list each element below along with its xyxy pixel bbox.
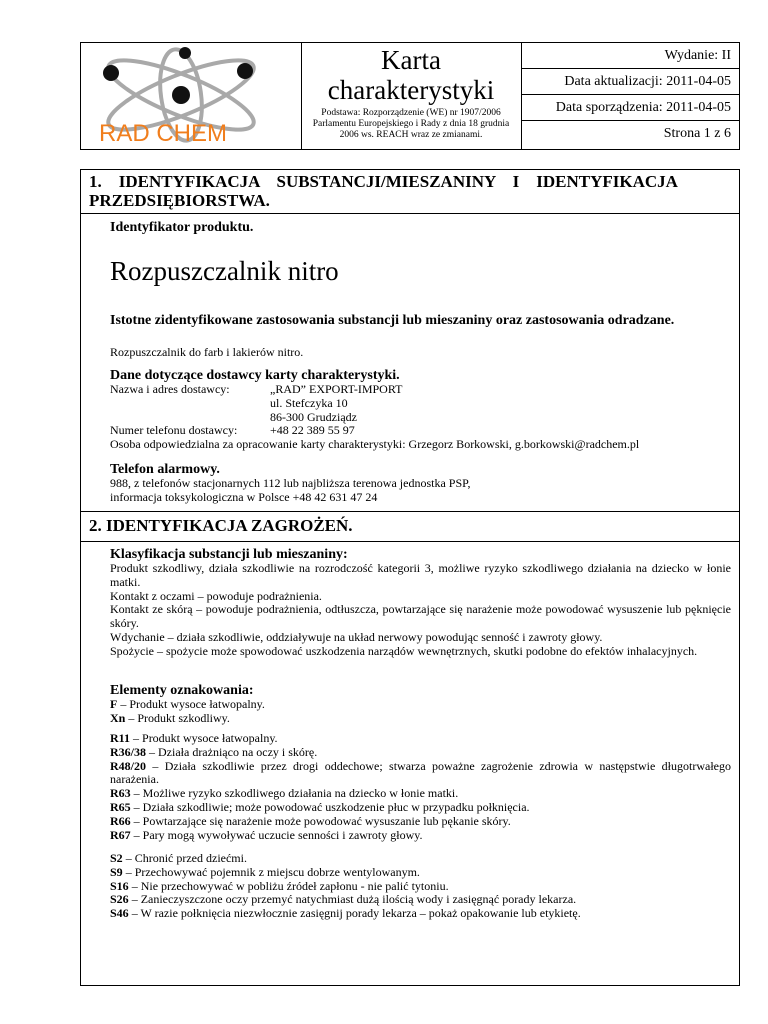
classification-p3: Kontakt ze skórą – powoduje podrażnienia, odtłuszcza, powtarzające się narażenie może powodować wysuszenie lub pęknięcie skóry. [110,602,731,631]
supplier-street: ul. Stefczyka 10 [270,395,348,410]
emergency-line-2: informacja toksykologiczna w Polsce +48 42 631 47 24 [110,489,378,504]
r-phrases-list [110,732,731,842]
meta-cell [521,43,739,149]
s-phrases-list [110,852,731,921]
s-phrase-text: – Przechowywać pojemnik z miejscu dobrze wentylowanym. [122,864,420,879]
logo-cell [81,43,302,149]
radchem-logo [81,43,299,149]
emergency-text [110,477,731,505]
classification-text [110,562,731,659]
r-phrase-code: R36/38 [110,744,146,759]
supplier-label: Nazwa i adres dostawcy: [110,382,230,396]
emergency-heading: Telefon alarmowy. [110,462,220,477]
s-phrase-item [110,852,731,866]
hazard-symbol-code: F [110,697,118,711]
supplier-city: 86-300 Grudziądz [270,409,357,424]
r-phrase-text: – Pary mogą wywoływać uczucie senności i zawroty głowy. [130,827,423,842]
s-phrase-text: – W razie połknięcia niezwłocznie zasięgnij porady lekarza – pokaż opakowanie lub etykietę. [128,906,581,921]
title-line-2: charakterystyki [327,75,495,105]
title-cell [301,43,522,149]
page-number: Strona 1 z 6 [663,126,731,141]
symbols-list [110,698,731,726]
r-phrase-text: – Działa drażniąco na oczy i skórę. [146,744,318,759]
r-phrase-text: – Możliwe ryzyko szkodliwego działania na dziecko w łonie matki. [130,786,459,801]
classification-p1: Produkt szkodliwy, działa szkodliwie na rozrodczość kategorii 3, możliwe ryzyko szkodliwego działania na dziecko w łonie matki. [110,561,731,589]
r-phrase-code: R48/20 [110,758,146,773]
r-phrase-text: – Działa szkodliwie przez drogi oddechowe; stwarza poważne zagrożenie zdrowia w następstwie długotrwałego narażenia. [110,758,731,787]
responsible-person: Osoba odpowiedzialna za opracowanie karty charakterystyki: Grzegorz Borkowski, g.borkowski@radchem.pl [110,437,640,452]
s-phrase-code: S16 [110,878,129,893]
r-phrase-text: – Produkt wysoce łatwopalny. [130,731,278,745]
s-phrase-item [110,893,731,907]
section-1-heading-line-1: 1. IDENTYFIKACJA SUBSTANCJI/MIESZANINY I IDENTYFIKACJA [89,172,678,191]
uses-text: Rozpuszczalnik do farb i lakierów nitro. [110,345,304,359]
r-phrase-text: – Powtarzające się narażenie może powodować wysuszanie lub pękanie skóry. [130,813,511,828]
hazard-symbol-text: – Produkt wysoce łatwopalny. [117,697,265,711]
update-date: Data aktualizacji: 2011-04-05 [521,69,739,95]
section-1-heading [81,170,739,214]
classification-p2: Kontakt z oczami – powoduje podrażnienia. [110,588,322,603]
emergency-line-1: 988, z telefonów stacjonarnych 112 lub najbliższa terenowa jednostka PSP, [110,476,471,490]
s-phrase-code: S46 [110,906,129,921]
legal-basis: Podstawa: Rozporządzenie (WE) nr 1907/2006 Parlamentu Europejskiego i Rady z dnia 18 grudnia 2006 ws. REACH wraz ze zmianami. [312,108,510,140]
hazard-symbol-text: – Produkt szkodliwy. [125,710,230,725]
s-phrase-item [110,907,731,921]
r-phrase-item [110,787,731,801]
s-phrase-text: – Nie przechowywać w pobliżu źródeł zapłonu - nie palić tytoniu. [128,878,449,893]
edition: Wydanie: II [521,43,739,69]
r-phrase-code: R67 [110,827,131,842]
supplier-heading: Dane dotyczące dostawcy karty charakterystyki. [110,368,400,383]
supplier-phone: +48 22 389 55 97 [270,423,355,438]
product-id-label: Identyfikator produktu. [110,220,254,235]
r-phrase-item [110,815,731,829]
s-phrase-code: S26 [110,892,129,907]
section-1 [80,169,740,512]
s-phrase-item [110,866,731,880]
s-phrase-code: S9 [110,864,123,879]
uses-heading: Istotne zidentyfikowane zastosowania substancji lub mieszaniny oraz zastosowania odradzane. [110,313,675,328]
document-header [80,42,740,150]
r-phrase-item [110,732,731,746]
r-phrase-code: R66 [110,813,131,828]
supplier-block [110,383,731,452]
classification-heading: Klasyfikacja substancji lub mieszaniny: [110,547,348,562]
product-name: Rozpuszczalnik nitro [110,256,339,286]
s-phrase-text: – Chronić przed dziećmi. [122,851,247,865]
section-2-heading: 2. IDENTYFIKACJA ZAGROŻEŃ. [81,512,739,542]
r-phrase-text: – Działa szkodliwie; może powodować uszkodzenie płuc w przypadku połknięcia. [130,799,530,814]
r-phrase-code: R65 [110,799,131,814]
prep-date: Data sporządzenia: 2011-04-05 [521,95,739,121]
classification-p4: Wdychanie – działa szkodliwie, oddziaływuje na układ nerwowy powodując senność i zawroty głowy. [110,629,603,644]
r-phrase-code: R11 [110,731,131,745]
r-phrase-code: R63 [110,786,131,801]
section-2 [80,512,740,986]
s-phrase-text: – Zanieczyszczone oczy przemyć natychmiast dużą ilością wody i zasięgnąć porady lekarza. [128,892,577,907]
logo-text: RAD CHEM [99,120,228,147]
s-phrase-code: S2 [110,851,123,865]
supplier-name: „RAD” EXPORT-IMPORT [270,382,403,396]
section-1-heading-line-2: PRZEDSIĘBIORSTWA. [89,191,270,210]
r-phrase-item [110,746,731,760]
hazard-symbol-item [110,712,731,726]
s-phrase-item [110,880,731,894]
labels-heading: Elementy oznakowania: [110,683,254,698]
r-phrase-item [110,829,731,843]
phone-label: Numer telefonu dostawcy: [110,423,238,438]
r-phrase-item [110,801,731,815]
classification-p5: Spożycie – spożycie może spowodować uszkodzenia narządów wewnętrznych, skutki podobne do efektów inhalacyjnych. [110,643,698,658]
r-phrase-item [110,760,731,788]
title-line-1: Karta [381,45,441,75]
hazard-symbol-item [110,698,731,712]
hazard-symbol-code: Xn [110,710,126,725]
